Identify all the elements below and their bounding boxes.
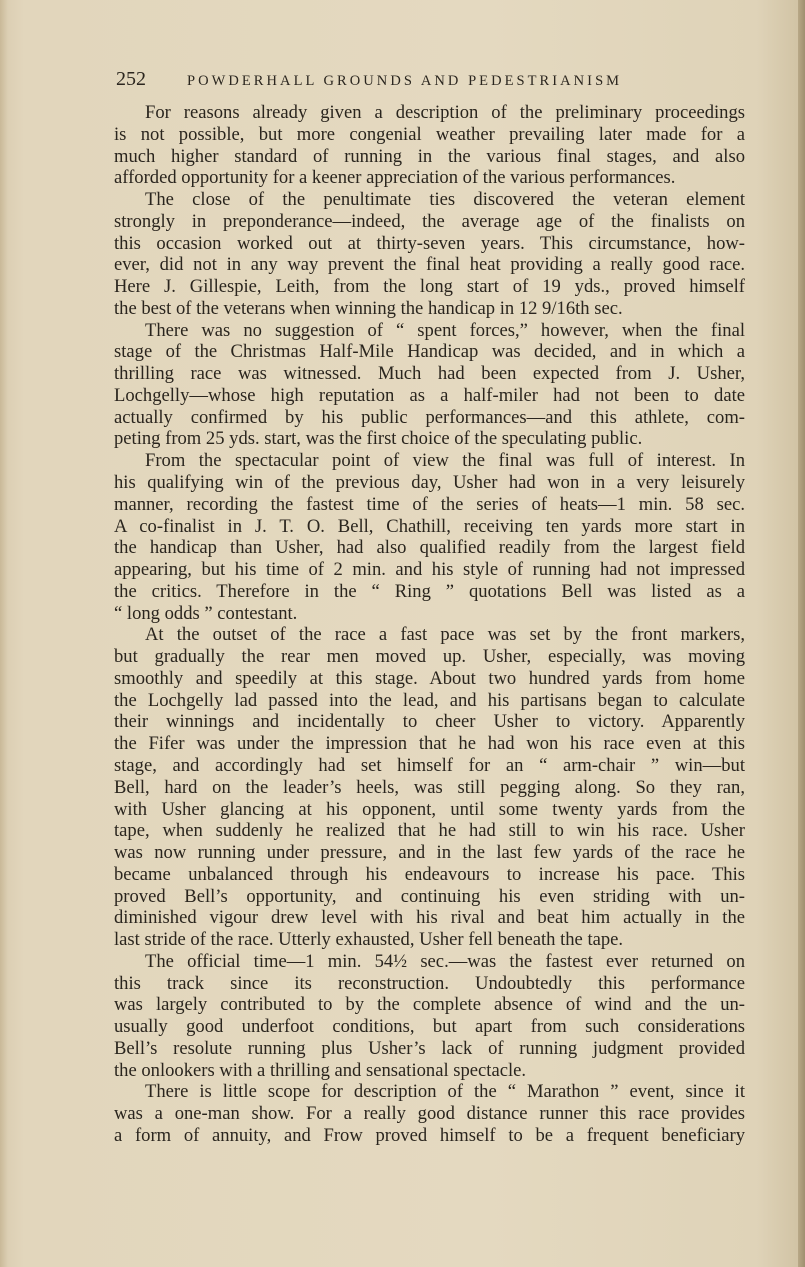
text-line: Bell, hard on the leader’s heels, was still pegging along. So they ran, bbox=[114, 776, 745, 798]
text-line: a form of annuity, and Frow proved himself to be a frequent beneficiary bbox=[114, 1124, 745, 1146]
text-line: the critics. Therefore in the “ Ring ” quotations Bell was listed as a bbox=[114, 580, 745, 602]
paragraph bbox=[114, 1081, 745, 1146]
text-line: appearing, but his time of 2 min. and his style of running had not impressed bbox=[114, 559, 745, 581]
text-line: was now running under pressure, and in the last few yards of the race he bbox=[114, 842, 745, 864]
paragraph bbox=[114, 189, 745, 320]
text-line: the Fifer was under the impression that he had won his race even at this bbox=[114, 733, 745, 755]
text-line: diminished vigour drew level with his rival and beat him actually in the bbox=[114, 907, 745, 929]
paragraph bbox=[114, 951, 745, 1082]
text-line: The official time—1 min. 54½ sec.—was the fastest ever returned on bbox=[145, 950, 745, 972]
text-line: usually good underfoot conditions, but apart from such considerations bbox=[114, 1016, 745, 1038]
page-edge bbox=[798, 0, 805, 1267]
text-line: the onlookers with a thrilling and sensational spectacle. bbox=[114, 1059, 527, 1081]
text-line: The close of the penultimate ties discovered the veteran element bbox=[145, 189, 745, 211]
text-line: his qualifying win of the previous day, Usher had won in a very leisurely bbox=[114, 472, 745, 494]
text-line: tape, when suddenly he realized that he had still to win his race. Usher bbox=[114, 820, 745, 842]
text-line: their winnings and incidentally to cheer Usher to victory. Apparently bbox=[114, 711, 745, 733]
text-line: stage of the Christmas Half-Mile Handicap was decided, and in which a bbox=[114, 341, 745, 363]
text-line: Lochgelly—whose high reputation as a half-miler had not been to date bbox=[114, 384, 745, 406]
text-line: There is little scope for description of the “ Marathon ” event, since it bbox=[145, 1081, 745, 1103]
text-line: Bell’s resolute running plus Usher’s lack of running judgment provided bbox=[114, 1037, 745, 1059]
paragraph bbox=[114, 450, 745, 624]
text-line: There was no suggestion of “ spent forces,” however, when the final bbox=[145, 319, 745, 341]
text-line: A co-finalist in J. T. O. Bell, Chathill, receiving ten yards more start in bbox=[114, 515, 745, 537]
text-line: this track since its reconstruction. Undoubtedly this performance bbox=[114, 972, 745, 994]
text-line: “ long odds ” contestant. bbox=[114, 602, 298, 624]
text-line: much higher standard of running in the various final stages, and also bbox=[114, 145, 745, 167]
text-line: was largely contributed to by the complete absence of wind and the un- bbox=[114, 994, 745, 1016]
text-line: actually confirmed by his public performances—and this athlete, com- bbox=[114, 406, 745, 428]
text-line: with Usher glancing at his opponent, until some twenty yards from the bbox=[114, 798, 745, 820]
text-line: is not possible, but more congenial weather prevailing later made for a bbox=[114, 123, 745, 145]
text-line: was a one-man show. For a really good distance runner this race provides bbox=[114, 1103, 745, 1125]
text-line: For reasons already given a description of the preliminary proceedings bbox=[145, 102, 745, 123]
text-line: this occasion worked out at thirty-seven years. This circumstance, how- bbox=[114, 232, 745, 254]
text-line: the handicap than Usher, had also qualified readily from the largest field bbox=[114, 537, 745, 559]
page-number: 252 bbox=[116, 68, 146, 90]
body-text bbox=[114, 102, 745, 1147]
text-line: afforded opportunity for a keener appreciation of the various performances. bbox=[114, 167, 676, 189]
text-line: the Lochgelly lad passed into the lead, and his partisans began to calculate bbox=[114, 689, 745, 711]
running-head: POWDERHALL GROUNDS AND PEDESTRIANISM bbox=[187, 73, 623, 89]
text-line: smoothly and speedily at this stage. About two hundred yards from home bbox=[114, 667, 745, 689]
text-line: At the outset of the race a fast pace was set by the front markers, bbox=[145, 624, 745, 646]
text-line: manner, recording the fastest time of the series of heats—1 min. 58 sec. bbox=[114, 493, 745, 515]
paragraph bbox=[114, 102, 745, 189]
text-line: last stride of the race. Utterly exhausted, Usher fell beneath the tape. bbox=[114, 929, 624, 951]
text-line: the best of the veterans when winning the handicap in 12 9/16th sec. bbox=[114, 297, 623, 319]
paragraph bbox=[114, 624, 745, 950]
text-line: strongly in preponderance—indeed, the average age of the finalists on bbox=[114, 210, 745, 232]
page-header bbox=[116, 66, 746, 92]
text-line: peting from 25 yds. start, was the first choice of the speculating public. bbox=[114, 428, 643, 450]
text-line: Here J. Gillespie, Leith, from the long start of 19 yds., proved himself bbox=[114, 276, 745, 298]
text-line: ever, did not in any way prevent the final heat providing a really good race. bbox=[114, 254, 745, 276]
paragraph bbox=[114, 320, 745, 451]
text-line: became unbalanced through his endeavours to increase his pace. This bbox=[114, 863, 745, 885]
text-line: From the spectacular point of view the final was full of interest. In bbox=[145, 450, 745, 472]
text-line: thrilling race was witnessed. Much had been expected from J. Usher, bbox=[114, 363, 745, 385]
text-line: stage, and accordingly had set himself for an “ arm-chair ” win—but bbox=[114, 754, 745, 776]
text-line: proved Bell’s opportunity, and continuing his even striding with un- bbox=[114, 885, 745, 907]
text-line: but gradually the rear men moved up. Usher, especially, was moving bbox=[114, 646, 745, 668]
